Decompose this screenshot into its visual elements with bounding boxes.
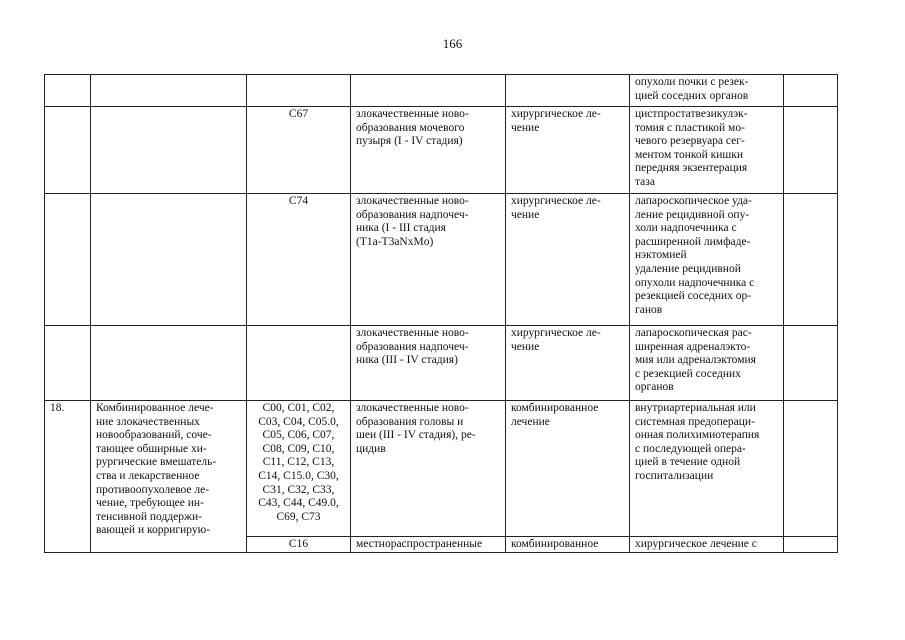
extra-cell — [784, 537, 838, 553]
extra-cell — [784, 75, 838, 107]
icd-codes: C67 — [247, 107, 351, 194]
treatment-type: хирургическое ле- чение — [506, 326, 630, 401]
care-name — [91, 326, 247, 401]
diagnosis: злокачественные ново- образования головы и шеи (III - IV стадия), ре- цидив — [351, 401, 506, 537]
table-row — [45, 107, 838, 194]
extra-cell — [784, 107, 838, 194]
procedures-table — [44, 74, 838, 553]
treatment-method: лапароскопическая рас- ширенная адреналэкто- мия или адреналэктомия с резекцией соседних органов — [630, 326, 784, 401]
care-name — [91, 194, 247, 326]
treatment-method: внутриартериальная или системная предопераци- онная полихимиотерапия с последующей опера- цией в течение одной госпитализации — [630, 401, 784, 537]
page-number: 166 — [442, 36, 463, 51]
treatment-type: комбинированное лечение — [506, 401, 630, 537]
row-number — [45, 326, 91, 401]
diagnosis: местнораспространенные — [351, 537, 506, 553]
treatment-method: опухоли почки с резек- цией соседних органов — [630, 75, 784, 107]
treatment-type — [506, 75, 630, 107]
diagnosis: злокачественные ново- образования мочевого пузыря (I - IV стадия) — [351, 107, 506, 194]
diagnosis: злокачественные ново- образования надпочеч- ника (III - IV стадия) — [351, 326, 506, 401]
icd-codes: C00, C01, C02, C03, C04, C05.0, C05, C06, C07, C08, C09, C10, C11, C12, C13, C14, C15.0, C30, C31, C32, C33, C43, C44, C49.0, C69, C73 — [247, 401, 351, 537]
icd-codes — [247, 75, 351, 107]
icd-codes — [247, 326, 351, 401]
icd-codes: C74 — [247, 194, 351, 326]
diagnosis — [351, 75, 506, 107]
treatment-type: комбинированное — [506, 537, 630, 553]
treatment-method: цистпростатвезикулэк- томия с пластикой мо- чевого резервуара сег- ментом тонкой кишки передняя экзентерация таза — [630, 107, 784, 194]
treatment-method: лапароскопическое уда- ление рецидивной опу- холи надпочечника с расширенной лимфаде- нэктомией удаление рецидивной опухоли надпочечника с резекцией соседних ор- ганов — [630, 194, 784, 326]
table-row — [45, 194, 838, 326]
row-number: 18. — [45, 401, 91, 553]
care-name: Комбинированное лече- ние злокачественных новообразований, соче- тающее обширные хи- рургические вмешатель- ства и лекарственное противоопухолевое ле- чение, требующее ин- тенсивной поддержи- вающей и корригирую- — [91, 401, 247, 553]
care-name — [91, 107, 247, 194]
icd-codes: C16 — [247, 537, 351, 553]
extra-cell — [784, 401, 838, 537]
row-number — [45, 75, 91, 107]
care-name — [91, 75, 247, 107]
treatment-method: хирургическое лечение с — [630, 537, 784, 553]
extra-cell — [784, 326, 838, 401]
table-row — [45, 326, 838, 401]
table-row — [45, 401, 838, 537]
table-row — [45, 75, 838, 107]
diagnosis: злокачественные ново- образования надпочеч- ника (I - III стадия (T1a-T3aNxMo) — [351, 194, 506, 326]
extra-cell — [784, 194, 838, 326]
row-number — [45, 107, 91, 194]
treatment-type: хирургическое ле- чение — [506, 107, 630, 194]
row-number — [45, 194, 91, 326]
treatment-type: хирургическое ле- чение — [506, 194, 630, 326]
